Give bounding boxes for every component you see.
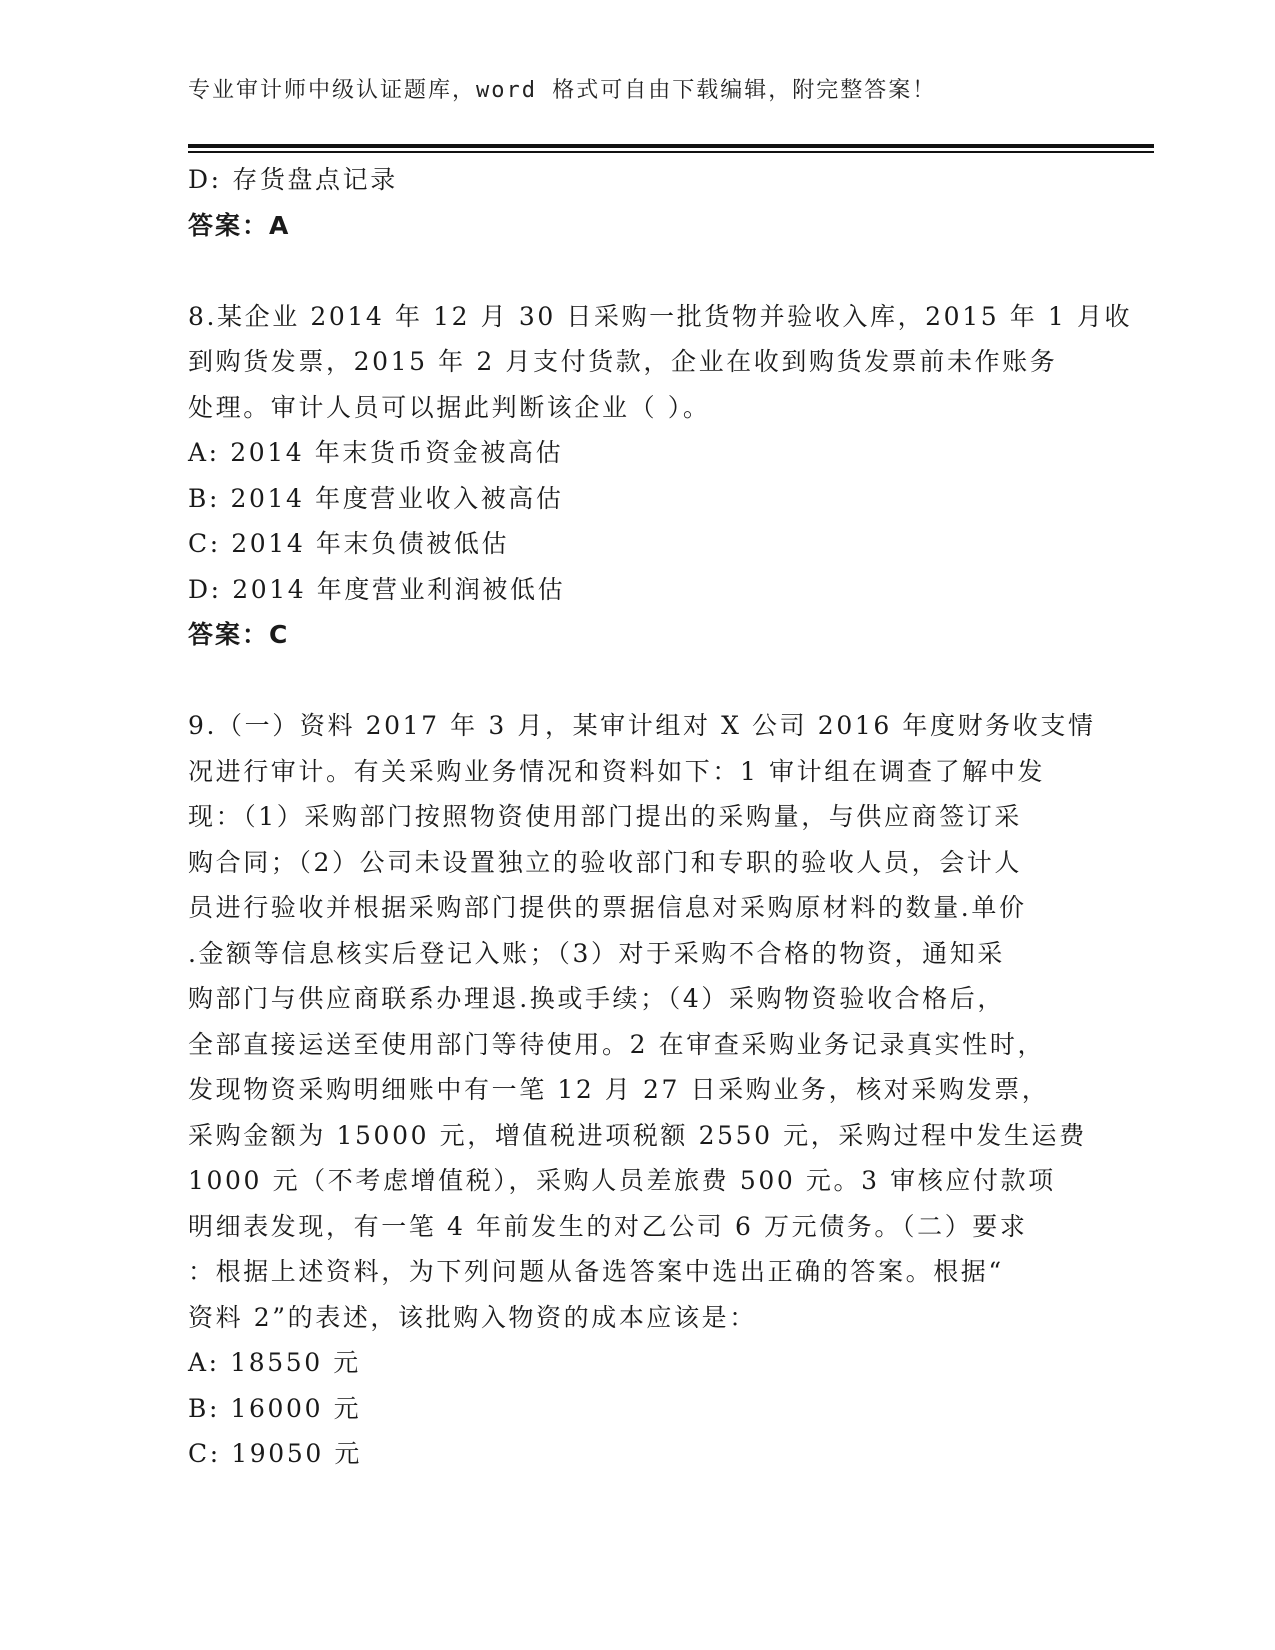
question-8-option-c: C: 2014 年末负债被低估 bbox=[188, 529, 510, 558]
question-9-stem-line: 1000 元（不考虑增值税），采购人员差旅费 500 元。3 审核应付款项 bbox=[188, 1166, 1056, 1195]
question-9-stem-line: 明细表发现，有一笔 4 年前发生的对乙公司 6 万元债务。（二）要求 bbox=[188, 1211, 1028, 1241]
question-9-option-c: C: 19050 元 bbox=[188, 1439, 362, 1468]
document-body bbox=[188, 157, 1133, 1477]
question-8-stem-line: 到购货发票，2015 年 2 月支付货款，企业在收到购货发票前未作账务 bbox=[188, 347, 1058, 376]
question-9-stem-line: .金额等信息核实后登记入账；（3）对于采购不合格的物资，通知采 bbox=[188, 938, 1005, 968]
question-9-stem-line: 购部门与供应商联系办理退.换或手续；（4）采购物资验收合格后， bbox=[188, 984, 1005, 1013]
question-9-stem-line: 现：（1）采购部门按照物资使用部门提出的采购量，与供应商签订采 bbox=[188, 802, 1023, 831]
question-9-stem-line: 况进行审计。有关采购业务情况和资料如下：1 审计组在调查了解中发 bbox=[188, 756, 1046, 786]
question-9 bbox=[188, 703, 1096, 1477]
question-8-answer: 答案：C bbox=[188, 620, 290, 649]
question-9-stem-line: 采购金额为 15000 元，增值税进项税额 2550 元，采购过程中发生运费 bbox=[188, 1120, 1087, 1150]
page-header: 专业审计师中级认证题库，word 格式可自由下载编辑，附完整答案！ bbox=[188, 78, 937, 103]
question-9-stem-line: 发现物资采购明细账中有一笔 12 月 27 日采购业务，核对采购发票， bbox=[188, 1075, 1050, 1104]
question-8-stem-line: 处理。审计人员可以据此判断该企业（ ）。 bbox=[188, 392, 711, 422]
question-8 bbox=[188, 294, 1133, 658]
header-rule-thin bbox=[188, 151, 1154, 153]
question-8-option-d: D: 2014 年度营业利润被低估 bbox=[188, 574, 566, 604]
question-8-option-b: B: 2014 年度营业收入被高估 bbox=[188, 483, 564, 513]
question-9-option-b: B: 16000 元 bbox=[188, 1393, 362, 1423]
question-9-stem-line: 9.（一）资料 2017 年 3 月，某审计组对 X 公司 2016 年度财务收支情 bbox=[188, 711, 1096, 740]
question-9-stem-line: 员进行验收并根据采购部门提供的票据信息对采购原材料的数量.单价 bbox=[188, 893, 1027, 922]
question-9-option-a: A: 18550 元 bbox=[188, 1348, 361, 1377]
header-rule-thick bbox=[188, 144, 1154, 148]
prev-question-answer: 答案：A bbox=[188, 210, 291, 240]
question-9-stem-line: 购合同；（2）公司未设置独立的验收部门和专职的验收人员，会计人 bbox=[188, 847, 1023, 877]
spacer bbox=[188, 248, 1088, 294]
question-9-stem-line: ：根据上述资料，为下列问题从备选答案中选出正确的答案。根据“ bbox=[188, 1257, 1004, 1286]
prev-question-option-d: D: 存货盘点记录 bbox=[188, 165, 398, 194]
question-8-option-a: A: 2014 年末货币资金被高估 bbox=[188, 438, 564, 467]
spacer bbox=[188, 658, 1088, 704]
question-9-stem-line: 全部直接运送至使用部门等待使用。2 在审查采购业务记录真实性时， bbox=[188, 1029, 1046, 1059]
question-8-stem-line: 8.某企业 2014 年 12 月 30 日采购一批货物并验收入库，2015 年 1 月收 bbox=[188, 301, 1133, 331]
question-9-stem-line: 资料 2”的表述，该批购入物资的成本应该是： bbox=[188, 1302, 757, 1332]
